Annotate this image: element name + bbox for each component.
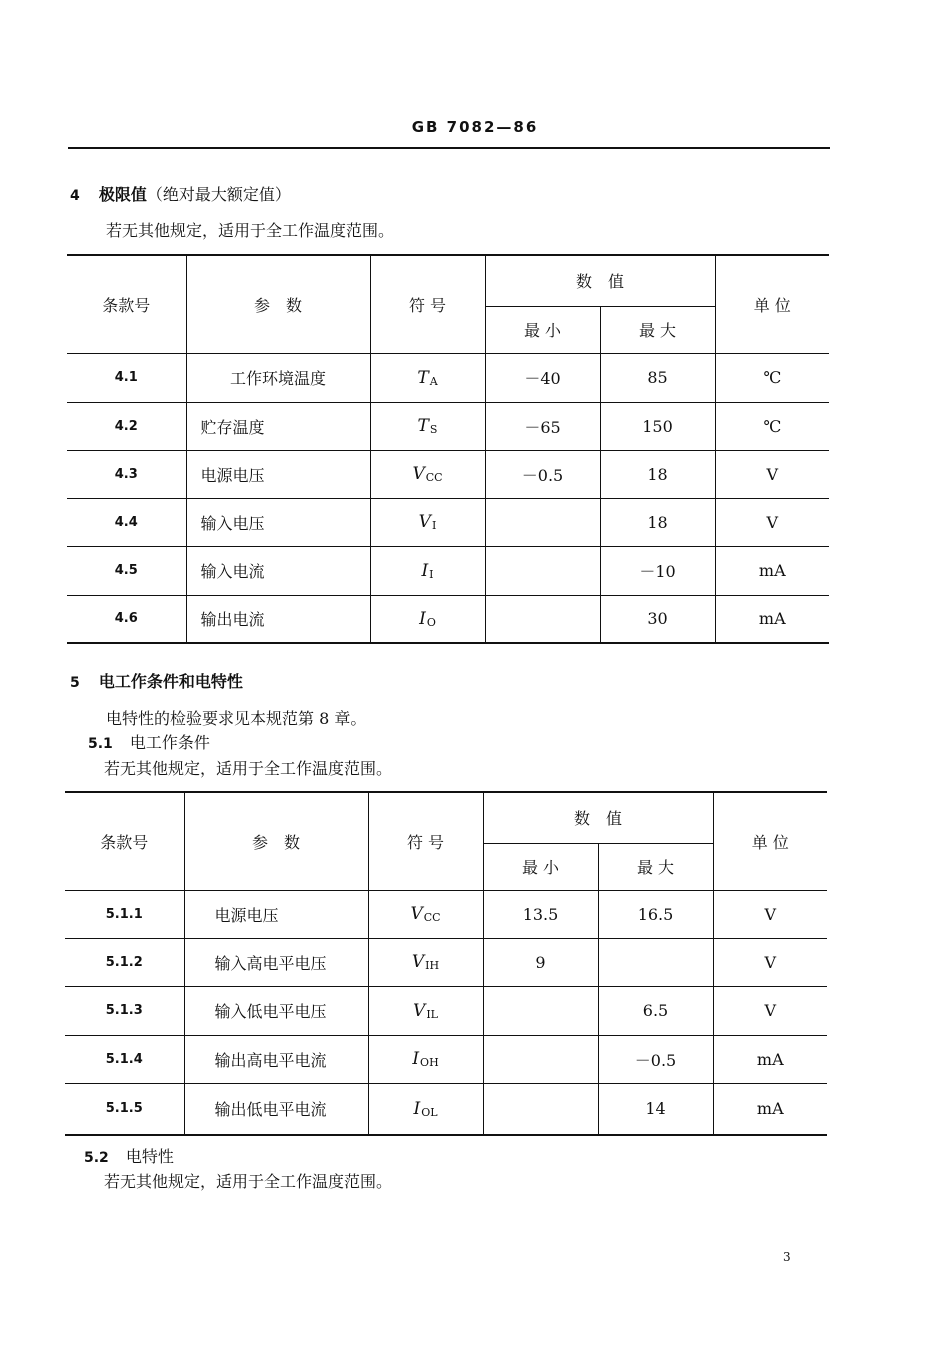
max-cell: 14 — [598, 1083, 713, 1135]
symbol-subscript: CC — [423, 911, 441, 924]
operating-conditions-table — [65, 791, 827, 1136]
clause-cell: 5.1.5 — [65, 1083, 184, 1135]
section-4-heading — [70, 182, 291, 205]
clause-cell: 5.1.1 — [65, 890, 184, 938]
max-cell: －0.5 — [598, 1035, 713, 1083]
param-cell: 输出高电平电流 — [184, 1035, 368, 1083]
page-number: 3 — [783, 1250, 791, 1264]
symbol-letter: I — [419, 608, 426, 629]
symbol-cell — [370, 546, 485, 595]
clause-cell: 5.1.2 — [65, 938, 184, 986]
clause-cell: 5.1.3 — [65, 986, 184, 1035]
section-5-2-number: 5.2 — [84, 1150, 109, 1166]
symbol-letter: V — [410, 904, 423, 924]
table-row — [65, 986, 827, 1035]
min-cell — [485, 546, 600, 595]
section-4-title-note: （绝对最大额定值） — [146, 185, 291, 204]
symbol-cell — [370, 402, 485, 450]
clause-cell: 4.4 — [67, 498, 186, 546]
table-row — [65, 1083, 827, 1135]
section-4-number: 4 — [70, 188, 80, 204]
clause-cell: 4.3 — [67, 450, 186, 498]
symbol-cell — [368, 938, 483, 986]
min-cell: －40 — [485, 353, 600, 402]
section-5-1-intro: 若无其他规定，适用于全工作温度范围。 — [104, 759, 393, 778]
symbol-subscript: IH — [425, 959, 440, 972]
max-cell: －10 — [600, 546, 715, 595]
header-min: 最 小 — [485, 306, 600, 353]
table-row — [67, 546, 829, 595]
max-cell: 18 — [600, 450, 715, 498]
symbol-cell — [370, 595, 485, 643]
header-clause: 条款号 — [67, 255, 186, 353]
min-cell — [483, 1035, 598, 1083]
unit-cell: ℃ — [715, 402, 829, 450]
clause-cell: 4.6 — [67, 595, 186, 643]
param-cell: 输入高电平电压 — [184, 938, 368, 986]
unit-cell: V — [713, 890, 827, 938]
symbol-subscript: OH — [420, 1056, 439, 1069]
param-cell: 输出电流 — [186, 595, 370, 643]
max-cell: 150 — [600, 402, 715, 450]
header-symbol: 符 号 — [368, 792, 483, 890]
unit-cell: mA — [713, 1035, 827, 1083]
symbol-subscript: A — [429, 374, 438, 388]
header-value: 数 值 — [485, 255, 715, 306]
max-cell: 85 — [600, 353, 715, 402]
symbol-letter: V — [411, 952, 425, 972]
table-row — [65, 890, 827, 938]
symbol-cell — [368, 1083, 483, 1135]
table-row — [67, 595, 829, 643]
section-5-2-heading — [84, 1144, 174, 1167]
min-cell: －0.5 — [485, 450, 600, 498]
section-5-intro: 电特性的检验要求见本规范第 8 章。 — [106, 709, 367, 728]
table-row — [67, 402, 829, 450]
header-param: 参 数 — [186, 255, 370, 353]
max-cell: 18 — [600, 498, 715, 546]
clause-cell: 4.1 — [67, 353, 186, 402]
symbol-subscript: S — [429, 423, 438, 436]
param-cell: 工作环境温度 — [186, 353, 370, 402]
param-cell: 电源电压 — [186, 450, 370, 498]
header-param: 参 数 — [184, 792, 368, 890]
section-4-title: 极限值 — [98, 185, 147, 204]
header-value: 数 值 — [483, 792, 713, 843]
param-cell: 输入低电平电压 — [184, 986, 368, 1035]
header-unit: 单 位 — [713, 792, 827, 890]
unit-cell: mA — [756, 1099, 784, 1119]
symbol-cell — [368, 1035, 483, 1083]
header-unit: 单 位 — [715, 255, 829, 353]
unit-cell: V — [715, 450, 829, 498]
min-cell: －65 — [485, 402, 600, 450]
unit-cell: mA — [715, 546, 829, 595]
symbol-letter: V — [412, 464, 425, 484]
unit-cell: V — [715, 498, 829, 546]
header-symbol: 符 号 — [370, 255, 485, 353]
symbol-letter: V — [413, 1000, 426, 1021]
table-header-row — [67, 255, 829, 306]
min-cell — [483, 986, 598, 1035]
min-cell: 13.5 — [483, 890, 598, 938]
section-5-1-number: 5.1 — [88, 736, 113, 752]
max-cell: 16.5 — [598, 890, 713, 938]
section-5-number: 5 — [70, 675, 80, 691]
param-cell: 输出低电平电流 — [184, 1083, 368, 1135]
section-5-title: 电工作条件和电特性 — [98, 672, 243, 691]
param-cell: 输入电压 — [186, 498, 370, 546]
symbol-subscript: IL — [426, 1007, 438, 1021]
table-row — [67, 353, 829, 402]
min-cell — [485, 595, 600, 643]
symbol-cell — [370, 353, 485, 402]
symbol-letter: I — [421, 560, 429, 581]
document-code-header: GB 7082—86 — [411, 118, 539, 136]
section-5-2-intro: 若无其他规定，适用于全工作温度范围。 — [104, 1172, 393, 1191]
min-cell — [485, 498, 600, 546]
limit-values-table — [67, 254, 829, 644]
param-cell: 输入电流 — [186, 546, 370, 595]
table-row — [67, 450, 829, 498]
param-cell: 贮存温度 — [186, 402, 370, 450]
symbol-subscript: I — [431, 519, 437, 532]
header-clause: 条款号 — [65, 792, 184, 890]
clause-cell: 5.1.4 — [65, 1035, 184, 1083]
symbol-cell — [368, 890, 483, 938]
section-5-heading — [70, 669, 243, 692]
unit-cell: ℃ — [715, 353, 829, 402]
max-cell: 30 — [600, 595, 715, 643]
header-rule — [68, 147, 830, 149]
symbol-letter: T — [417, 416, 429, 436]
header-min: 最 小 — [483, 843, 598, 890]
section-4-intro: 若无其他规定，适用于全工作温度范围。 — [106, 221, 395, 240]
table-row — [67, 498, 829, 546]
header-max: 最 大 — [600, 306, 715, 353]
section-5-1-heading — [88, 730, 210, 753]
symbol-letter: T — [417, 367, 429, 388]
unit-cell: V — [713, 986, 827, 1035]
symbol-letter: I — [412, 1049, 420, 1069]
symbol-cell — [368, 986, 483, 1035]
unit-cell: V — [713, 938, 827, 986]
header-max: 最 大 — [598, 843, 713, 890]
symbol-letter: V — [418, 512, 431, 532]
symbol-cell — [370, 498, 485, 546]
clause-cell: 4.5 — [67, 546, 186, 595]
symbol-subscript: O — [426, 615, 436, 629]
table-header-row — [65, 792, 827, 843]
param-cell: 电源电压 — [184, 890, 368, 938]
section-5-1-title: 电工作条件 — [129, 733, 210, 752]
symbol-subscript: OL — [421, 1105, 438, 1119]
symbol-subscript: I — [429, 567, 434, 581]
symbol-cell — [370, 450, 485, 498]
symbol-subscript: CC — [425, 471, 443, 484]
max-cell: 6.5 — [598, 986, 713, 1035]
table-row — [65, 1035, 827, 1083]
section-5-2-title: 电特性 — [125, 1147, 174, 1166]
table-row — [65, 938, 827, 986]
max-cell — [598, 938, 713, 986]
min-cell — [483, 1083, 598, 1135]
clause-cell: 4.2 — [67, 402, 186, 450]
symbol-letter: I — [413, 1098, 421, 1119]
unit-cell: mA — [758, 609, 786, 629]
min-cell: 9 — [483, 938, 598, 986]
